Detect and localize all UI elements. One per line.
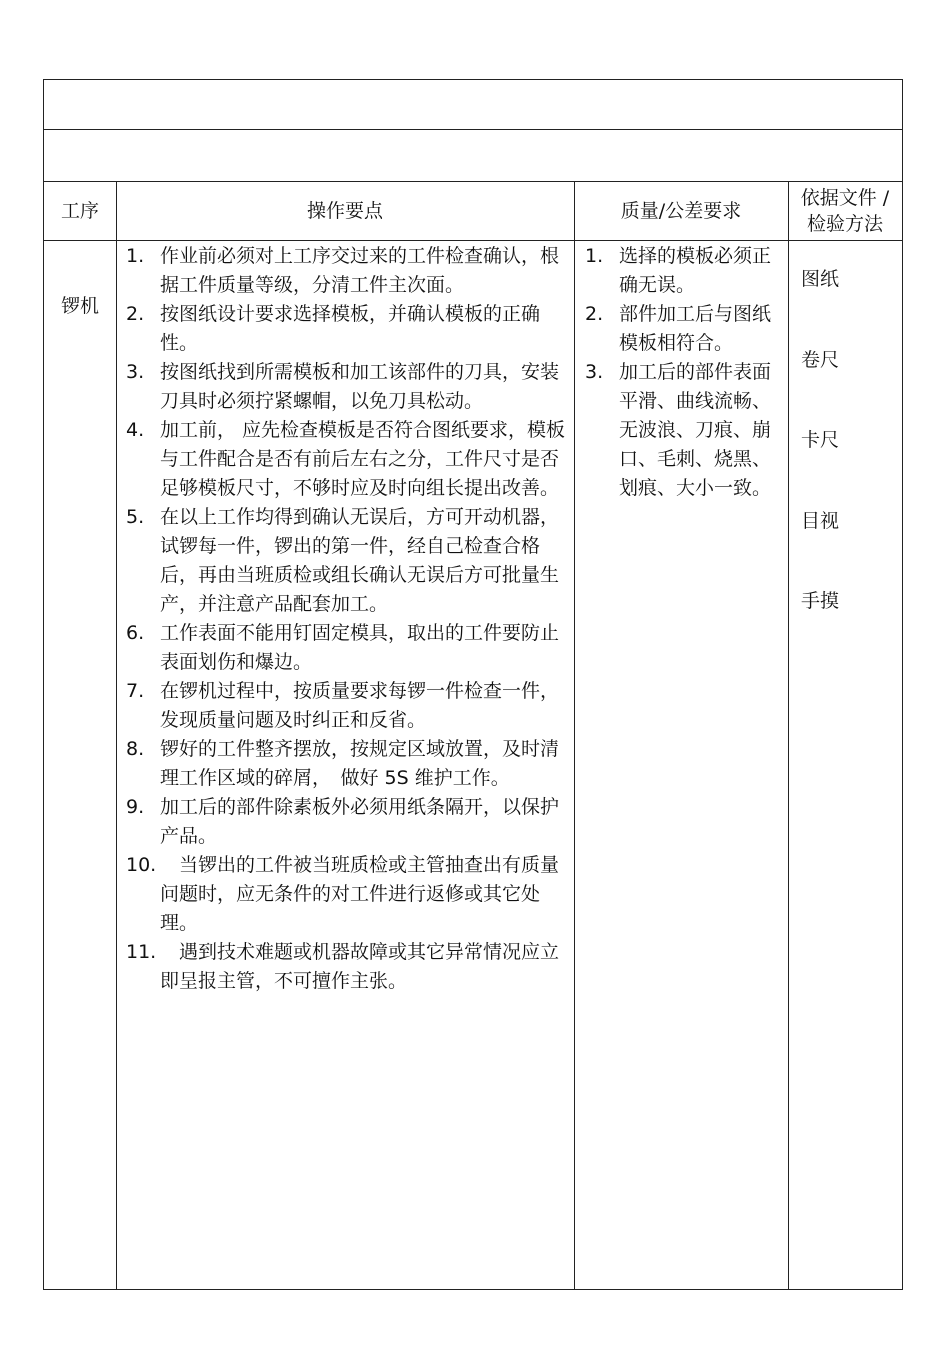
quality-number: 1. (585, 245, 604, 267)
step-text: 加工前， 应先检查模板是否符合图纸要求，模板与工件配合是否有前后左右之分，工件尺寸是否足够模板尺寸，不够时应及时向组长提出改善。 (160, 419, 566, 499)
step-text: 在锣机过程中，按质量要求每锣一件检查一件，发现质量问题及时纠正和反省。 (160, 680, 560, 731)
list-item (126, 358, 566, 416)
header-basis-line1: 依据文件 / (800, 187, 890, 209)
quality-text: 部件加工后与图纸模板相符合。 (619, 303, 772, 354)
header-process: 工序 (60, 200, 99, 222)
quality-text: 加工后的部件表面平滑、曲线流畅、无波浪、刀痕、崩口、毛刺、烧黑、划痕、大小一致。 (619, 361, 772, 499)
step-text: 作业前必须对上工序交过来的工件检查确认，根据工件质量等级，分清工件主次面。 (160, 245, 560, 296)
step-number: 1. (126, 245, 145, 267)
list-item (126, 677, 566, 735)
inspection-methods-list (801, 265, 839, 668)
method-item: 图纸 (801, 268, 840, 290)
column-divider (574, 182, 575, 1289)
header-key-points: 操作要点 (306, 200, 383, 222)
step-number: 4. (126, 419, 145, 441)
column-divider (788, 182, 789, 1289)
header-basis (788, 182, 902, 240)
list-item (126, 503, 566, 619)
step-text: 锣好的工件整齐摆放，按规定区域放置，及时清理工作区域的碎屑， 做好 5S 维护工作。 (160, 738, 560, 789)
method-item: 卡尺 (801, 429, 840, 451)
quality-number: 3. (585, 361, 604, 383)
list-item (126, 416, 566, 503)
method-item: 手摸 (801, 590, 840, 612)
quality-number: 2. (585, 303, 604, 325)
blank-subtitle-row (44, 130, 902, 182)
list-item (126, 619, 566, 677)
list-item (126, 242, 566, 300)
method-item: 目视 (801, 509, 840, 532)
step-number: 3. (126, 361, 145, 383)
list-item (585, 242, 775, 300)
step-text: 工作表面不能用钉固定模具，取出的工件要防止表面划伤和爆边。 (160, 622, 560, 673)
step-text: 在以上工作均得到确认无误后，方可开动机器，试锣每一件，锣出的第一件，经自己检查合格后，再由当班质检或组长确认无误后方可批量生产，并注意产品配套加工。 (160, 506, 560, 615)
header-divider (44, 240, 902, 241)
method-item: 卷尺 (801, 348, 840, 371)
step-text: 遇到技术难题或机器故障或其它异常情况应立即呈报主管，不可擅作主张。 (160, 941, 560, 992)
step-text: 按图纸找到所需模板和加工该部件的刀具，安装刀具时必须拧紧螺帽，以免刀具松动。 (160, 361, 560, 412)
step-number: 7. (126, 680, 145, 702)
blank-title-row (44, 80, 902, 130)
header-quality: 质量/公差要求 (620, 200, 742, 222)
step-number: 8. (126, 738, 145, 760)
step-number: 11. (126, 941, 157, 963)
list-item (126, 851, 566, 938)
header-basis-line2: 检验方法 (806, 213, 883, 235)
step-number: 2. (126, 303, 145, 325)
process-name: 锣机 (60, 295, 99, 317)
step-number: 5. (126, 506, 145, 528)
step-number: 10. (126, 854, 157, 876)
step-number: 6. (126, 622, 145, 644)
step-text: 当锣出的工件被当班质检或主管抽查出有质量问题时，应无条件的对工件进行返修或其它处理。 (160, 854, 560, 934)
quality-text: 选择的模板必须正确无误。 (619, 245, 772, 296)
quality-requirements-list (585, 242, 775, 503)
list-item (585, 300, 775, 358)
step-text: 加工后的部件除素板外必须用纸条隔开，以保护产品。 (160, 796, 560, 847)
work-instruction-table (43, 79, 903, 1290)
list-item (126, 735, 566, 793)
list-item (585, 358, 775, 503)
step-text: 按图纸设计要求选择模板，并确认模板的正确性。 (160, 303, 541, 354)
list-item (126, 793, 566, 851)
operation-steps-list (126, 242, 566, 996)
list-item (126, 300, 566, 358)
step-number: 9. (126, 796, 145, 818)
list-item (126, 938, 566, 996)
column-divider (116, 182, 117, 1289)
